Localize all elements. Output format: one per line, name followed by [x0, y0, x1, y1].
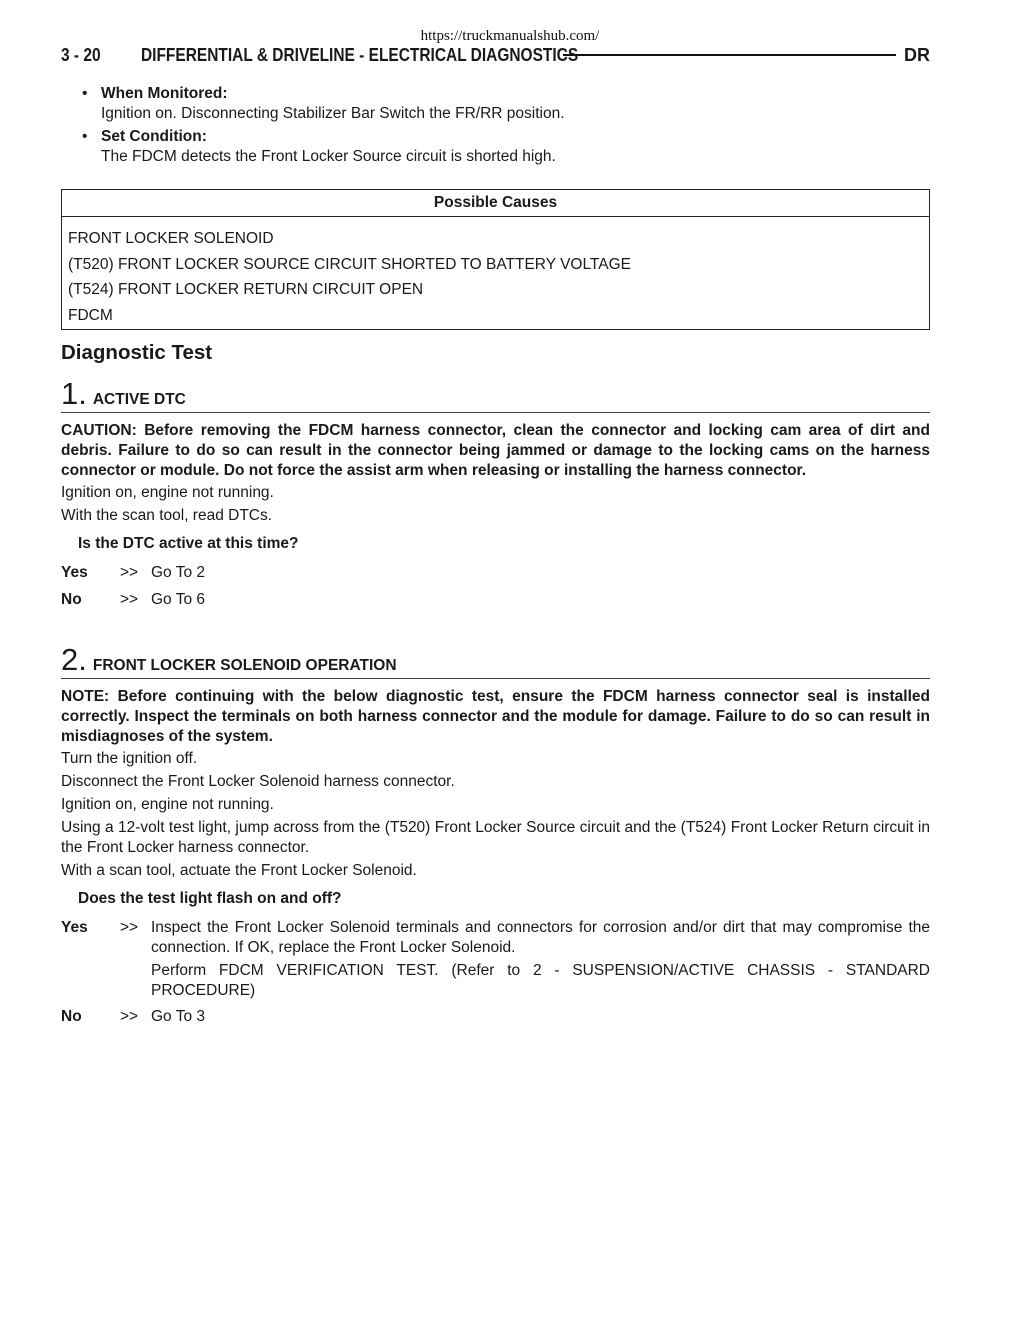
monitor-conditions — [82, 84, 930, 170]
instruction: Ignition on, engine not running. — [61, 796, 274, 813]
causes-header: Possible Causes — [62, 190, 929, 217]
step-2 — [61, 642, 930, 1027]
cause-row: (T524) FRONT LOCKER RETURN CIRCUIT OPEN — [68, 281, 424, 299]
bullet-text: Ignition on. Disconnecting Stabilizer Bar Switch the FR/RR position. — [101, 105, 565, 122]
step-heading — [61, 642, 930, 679]
answer-text: Inspect the Front Locker Solenoid terminals and connectors for corrosion and/or dirt that may compromise the connection. If OK, replace the Front Locker Solenoid. — [151, 919, 930, 956]
caution-text: CAUTION: Before removing the FDCM harness connector, clean the connector and locking cam area of dirt and debris. Failure to do so can result in the connector being jammed or damage to the locking cams on the harness connector or module. Do not force the assist arm when releasing or installing the harness connector. — [61, 422, 930, 479]
possible-causes-table — [61, 189, 930, 330]
instruction: With the scan tool, read DTCs. — [61, 507, 273, 524]
bullet-dot-icon: • — [82, 85, 88, 102]
step-title: ACTIVE DTC — [92, 391, 186, 408]
causes-rows — [62, 217, 929, 328]
step-heading — [61, 376, 930, 413]
instruction: Ignition on, engine not running. — [61, 484, 274, 501]
bullet-text: The FDCM detects the Front Locker Source circuit is shorted high. — [101, 148, 556, 165]
answer-text: Go To 6 — [151, 591, 206, 608]
answer-key: Yes — [61, 564, 88, 581]
answer-extra-text: Perform FDCM VERIFICATION TEST. (Refer to 2 - SUSPENSION/ACTIVE CHASSIS - STANDARD PROCEDURE) — [151, 962, 930, 999]
model-code: DR — [904, 44, 930, 65]
source-url[interactable]: https://truckmanualshub.com/ — [420, 28, 600, 44]
instruction: Disconnect the Front Locker Solenoid harness connector. — [61, 773, 455, 790]
note-text: NOTE: Before continuing with the below diagnostic test, ensure the FDCM harness connector seal is installed correctly. Inspect the terminals on both harness connector and the module for damage. Failure to do so can result in misdiagnoses of the system. — [61, 688, 930, 745]
instruction: Turn the ignition off. — [61, 750, 198, 767]
cause-row: FDCM — [68, 306, 113, 324]
diagnostic-test-heading: Diagnostic Test — [61, 341, 213, 364]
step-number: 1. — [61, 376, 87, 411]
answer-yes — [61, 918, 930, 1001]
cause-row: (T520) FRONT LOCKER SOURCE CIRCUIT SHORTED TO BATTERY VOLTAGE — [68, 255, 631, 273]
instruction: With a scan tool, actuate the Front Locker Solenoid. — [61, 862, 417, 879]
answer-yes — [61, 563, 930, 583]
step-question: Does the test light flash on and off? — [78, 890, 342, 907]
arrow-icon: >> — [120, 591, 139, 608]
instruction: Using a 12-volt test light, jump across from the (T520) Front Locker Source circuit and the (T524) Front Locker Return circuit in the Front Locker harness connector. — [61, 819, 930, 856]
step-number: 2. — [61, 642, 87, 677]
running-header — [61, 42, 930, 68]
step-question: Is the DTC active at this time? — [78, 535, 299, 552]
answer-key: Yes — [61, 919, 88, 936]
bullet-when-monitored — [82, 84, 930, 124]
page-number: 3 - 20 — [61, 44, 101, 65]
step-1 — [61, 376, 930, 610]
answer-text: Go To 2 — [151, 564, 206, 581]
arrow-icon: >> — [120, 564, 139, 581]
bullet-label: When Monitored: — [101, 85, 228, 102]
bullet-dot-icon: • — [82, 128, 88, 145]
answer-key: No — [61, 1008, 82, 1025]
answer-no — [61, 590, 930, 610]
header-rule — [563, 54, 896, 56]
section-title: DIFFERENTIAL & DRIVELINE - ELECTRICAL DIAGNOSTICS — [141, 44, 579, 65]
bullet-label: Set Condition: — [101, 128, 207, 145]
answer-no — [61, 1007, 930, 1027]
bullet-set-condition — [82, 127, 930, 167]
step-title: FRONT LOCKER SOLENOID OPERATION — [92, 657, 397, 674]
arrow-icon: >> — [120, 919, 139, 936]
arrow-icon: >> — [120, 1008, 139, 1025]
answer-text: Go To 3 — [151, 1008, 206, 1025]
cause-row: FRONT LOCKER SOLENOID — [68, 230, 274, 247]
answer-key: No — [61, 591, 82, 608]
